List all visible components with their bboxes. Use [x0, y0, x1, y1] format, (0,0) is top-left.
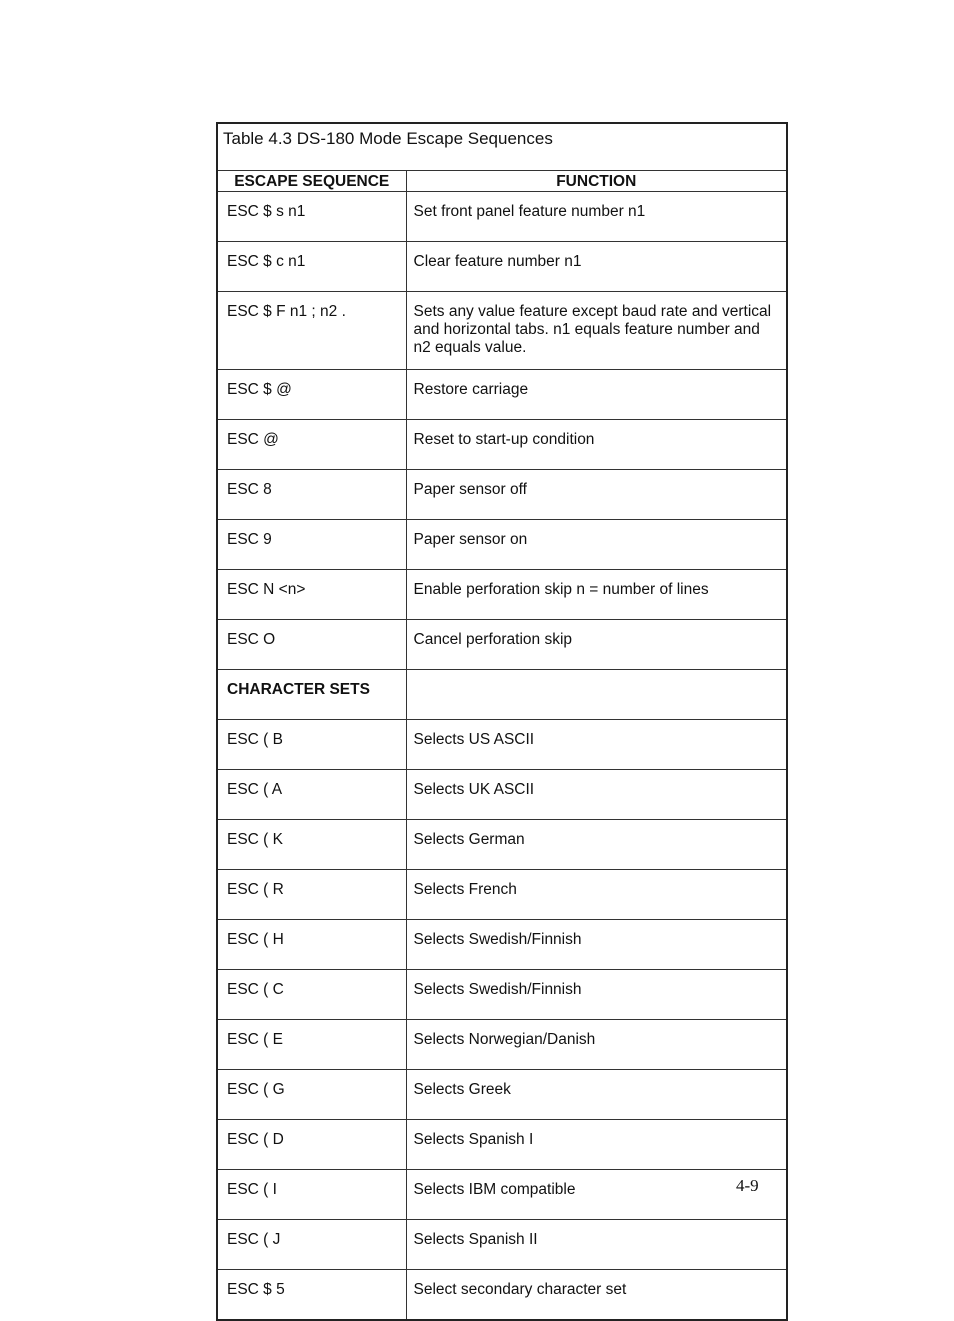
function-cell: Paper sensor on — [406, 520, 787, 570]
function-cell: Reset to start-up condition — [406, 420, 787, 470]
function-cell: Selects Greek — [406, 1070, 787, 1120]
table-row — [217, 970, 787, 1020]
header-function: FUNCTION — [406, 171, 787, 192]
sequence-cell: ESC ( A — [217, 770, 406, 820]
sequence-cell: ESC $ c n1 — [217, 242, 406, 292]
function-cell: Selects Spanish I — [406, 1120, 787, 1170]
sequence-cell: ESC ( E — [217, 1020, 406, 1070]
table-row — [217, 570, 787, 620]
table-row — [217, 470, 787, 520]
sequence-cell: ESC $ F n1 ; n2 . — [217, 292, 406, 370]
sequence-cell: ESC $ @ — [217, 370, 406, 420]
function-cell: Sets any value feature except baud rate and vertical and horizontal tabs. n1 equals feature number and n2 equals value. — [406, 292, 787, 370]
table-caption-row — [217, 123, 787, 171]
sequence-cell: ESC ( G — [217, 1070, 406, 1120]
sequence-cell: ESC O — [217, 620, 406, 670]
sequence-cell: ESC ( R — [217, 870, 406, 920]
section-label: CHARACTER SETS — [217, 670, 406, 720]
function-cell: Selects French — [406, 870, 787, 920]
function-cell: Selects German — [406, 820, 787, 870]
sequence-cell: ESC ( D — [217, 1120, 406, 1170]
function-cell: Selects Spanish II — [406, 1220, 787, 1270]
function-cell: Selects Swedish/Finnish — [406, 920, 787, 970]
table-row — [217, 1220, 787, 1270]
table-row — [217, 420, 787, 470]
sequence-cell: ESC ( B — [217, 720, 406, 770]
function-cell: Cancel perforation skip — [406, 620, 787, 670]
sequence-cell: ESC @ — [217, 420, 406, 470]
sequence-cell: ESC 9 — [217, 520, 406, 570]
table-header-row — [217, 171, 787, 192]
table-row — [217, 820, 787, 870]
function-cell: Selects Norwegian/Danish — [406, 1020, 787, 1070]
sequence-cell: ESC ( I — [217, 1170, 406, 1220]
function-cell: Clear feature number n1 — [406, 242, 787, 292]
table-row — [217, 920, 787, 970]
table-row — [217, 292, 787, 370]
sequence-cell: ESC $ 5 — [217, 1270, 406, 1321]
sequence-cell: ESC N <n> — [217, 570, 406, 620]
table-row — [217, 870, 787, 920]
table-row — [217, 370, 787, 420]
function-cell: Selects Swedish/Finnish — [406, 970, 787, 1020]
function-cell: Paper sensor off — [406, 470, 787, 520]
page-number: 4-9 — [736, 1176, 759, 1195]
table-row — [217, 770, 787, 820]
table-row — [217, 1070, 787, 1120]
table-row — [217, 520, 787, 570]
sequence-cell: ESC $ s n1 — [217, 192, 406, 242]
function-cell: Restore carriage — [406, 370, 787, 420]
table-row — [217, 192, 787, 242]
function-cell: Selects US ASCII — [406, 720, 787, 770]
header-escape-sequence: ESCAPE SEQUENCE — [217, 171, 406, 192]
function-cell: Select secondary character set — [406, 1270, 787, 1321]
function-cell: Selects UK ASCII — [406, 770, 787, 820]
sequence-cell: ESC ( C — [217, 970, 406, 1020]
table-row — [217, 242, 787, 292]
table-row — [217, 1170, 787, 1220]
section-row-character-sets — [217, 670, 787, 720]
function-cell: Enable perforation skip n = number of lines — [406, 570, 787, 620]
table-row — [217, 1020, 787, 1070]
sequence-cell: ESC ( K — [217, 820, 406, 870]
function-cell: Set front panel feature number n1 — [406, 192, 787, 242]
sequence-cell: ESC 8 — [217, 470, 406, 520]
table-caption: Table 4.3 DS-180 Mode Escape Sequences — [217, 123, 787, 171]
sequence-cell: ESC ( J — [217, 1220, 406, 1270]
escape-sequence-table — [216, 122, 788, 1321]
table-row — [217, 1270, 787, 1321]
table-row — [217, 1120, 787, 1170]
table-row — [217, 720, 787, 770]
sequence-cell: ESC ( H — [217, 920, 406, 970]
function-cell: Selects IBM compatible — [406, 1170, 787, 1220]
table-row — [217, 620, 787, 670]
function-cell — [406, 670, 787, 720]
